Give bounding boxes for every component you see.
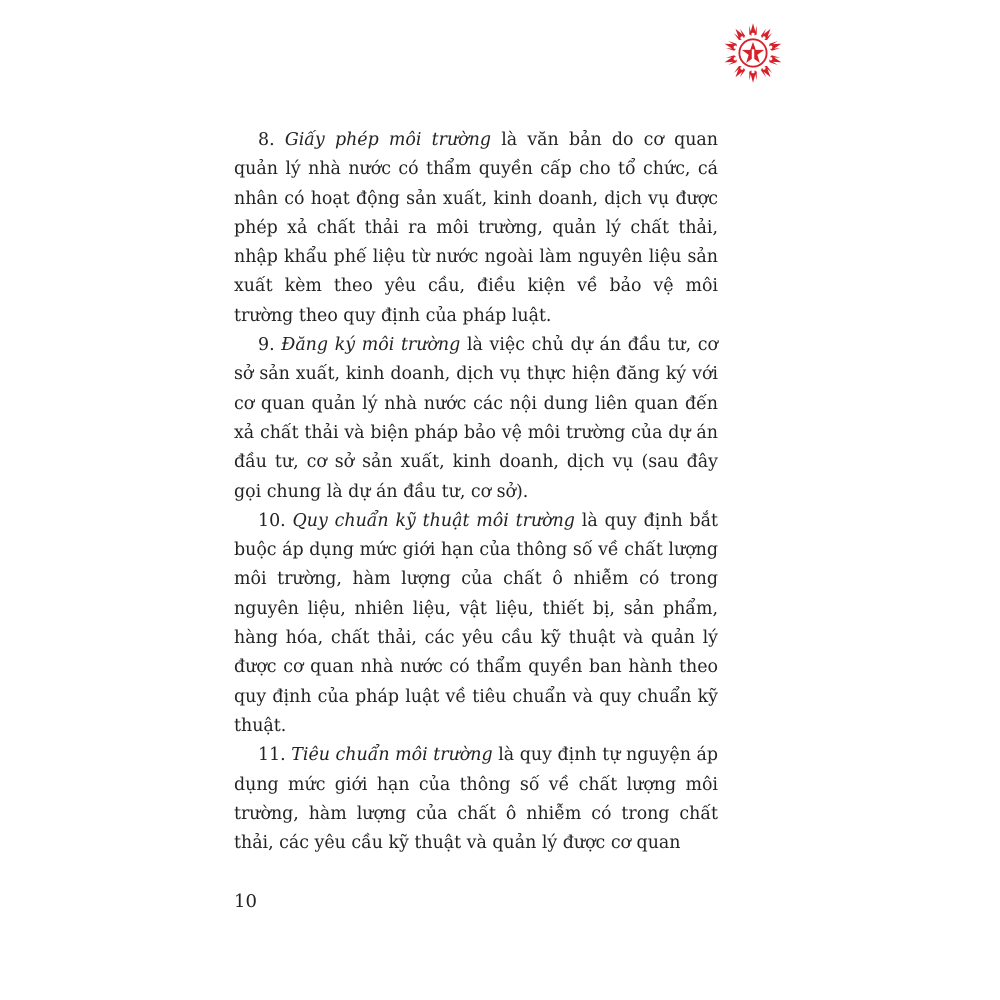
paragraph-10-term: Quy chuẩn kỹ thuật môi trường — [292, 510, 575, 531]
paragraph-11-text: là quy định tự nguyện áp dụng mức giới hạn của thông số về chất lượng môi trường, hàm lượng của chất ô nhiễm có trong chất thải, các yêu cầu kỹ thuật và quản lý được cơ quan — [234, 745, 719, 854]
document-body — [234, 126, 718, 858]
red-star-emblem-icon — [722, 22, 784, 84]
paragraph-8 — [234, 126, 718, 331]
paragraph-10-number: 10. — [258, 510, 286, 531]
paragraph-11-term: Tiêu chuẩn môi trường — [291, 745, 493, 766]
paragraph-8-number: 8. — [258, 130, 275, 150]
paragraph-10 — [234, 507, 718, 741]
paragraph-9 — [234, 331, 718, 507]
paragraph-11-number: 11. — [258, 745, 286, 766]
page-number: 10 — [234, 891, 257, 912]
paragraph-9-text: là việc chủ dự án đầu tư, cơ sở sản xuất, kinh doanh, dịch vụ thực hiện đăng ký với cơ quan quản lý nhà nước các nội dung liên quan đến xả chất thải và biện pháp bảo vệ môi trường của dự án đầu tư, cơ sở sản xuất, kinh doanh, dịch vụ (sau đây gọi chung là dự án đầu tư, cơ sở). — [234, 335, 718, 502]
paragraph-8-term: Giấy phép môi trường — [284, 130, 491, 150]
paragraph-11 — [234, 741, 718, 858]
paragraph-8-text: là văn bản do cơ quan quản lý nhà nước có thẩm quyền cấp cho tổ chức, cá nhân có hoạt động sản xuất, kinh doanh, dịch vụ được phép xả chất thải ra môi trường, quản lý chất thải, nhập khẩu phế liệu từ nước ngoài làm nguyên liệu sản xuất kèm theo yêu cầu, điều kiện về bảo vệ môi trường theo quy định của pháp luật. — [234, 130, 719, 326]
paragraph-9-term: Đăng ký môi trường — [281, 335, 461, 356]
paragraph-10-text: là quy định bắt buộc áp dụng mức giới hạn của thông số về chất lượng môi trường, hàm lượng của chất ô nhiễm có trong nguyên liệu, nhiên liệu, vật liệu, thiết bị, sản phẩm, hàng hóa, chất thải, các yêu cầu kỹ thuật và quản lý được cơ quan nhà nước có thẩm quyền ban hành theo quy định của pháp luật về tiêu chuẩn và quy chuẩn kỹ thuật. — [234, 510, 718, 736]
paragraph-9-number: 9. — [258, 335, 275, 356]
